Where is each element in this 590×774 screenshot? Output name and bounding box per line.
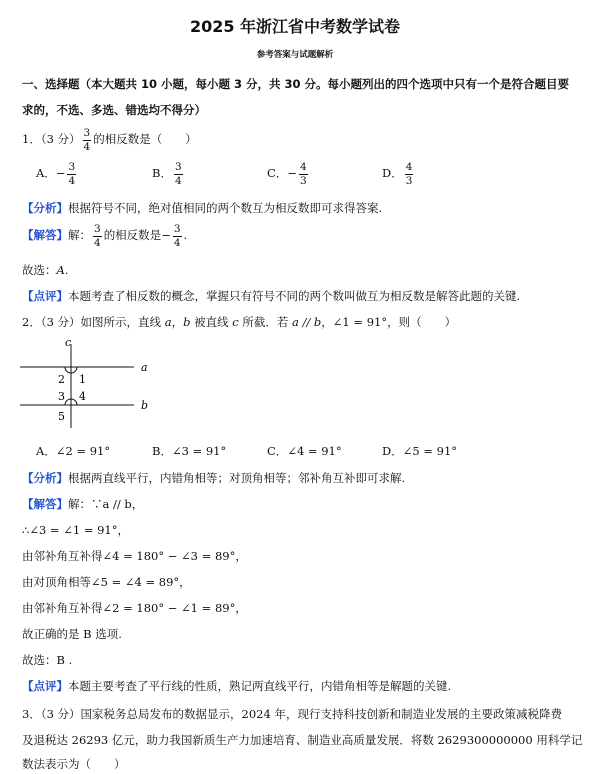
q1-option-b[interactable]: B． $\frac{3}{4}$ — [152, 161, 182, 187]
question-number: 1．（3 分） — [22, 132, 81, 146]
question-3-stem-cont: 及退税达 26293 亿元，助力我国新质生产力加速培育、制造业高质量发展．将数 2629300000000 用科学记 — [22, 733, 583, 747]
label-c: c — [65, 336, 72, 349]
page-subtitle: 参考答案与试题解析 — [256, 50, 334, 60]
section-heading-cont: 求的，不选、多选、错选均不得分） — [22, 103, 206, 117]
analysis-tag: 【分析】 — [22, 471, 68, 485]
q2-option-a[interactable]: A．∠2 = 91° — [36, 444, 111, 458]
page-title: 2025 年浙江省中考数学试卷 — [189, 17, 401, 36]
q2-step: 由邻补角互补得∠4 = 180° − ∠3 = 89°， — [22, 549, 247, 563]
angle-label-1: 1 — [79, 373, 86, 386]
fraction: $\frac{3}{4}$ — [83, 127, 91, 153]
parallel-lines-figure — [20, 336, 160, 428]
angle-label-4: 4 — [79, 390, 86, 403]
q2-comment: 【点评】本题主要考查了平行线的性质，熟记两直线平行，内错角相等是解题的关键. — [22, 679, 452, 693]
comment-tag: 【点评】 — [22, 679, 68, 693]
angle-label-3: 3 — [58, 390, 65, 403]
section-heading: 一、选择题（本大题共 10 小题，每小题 3 分，共 30 分。每小题列出的四个选项中只有一个是符合题目要 — [22, 77, 570, 91]
q1-option-a[interactable]: A．− $\frac{3}{4}$ — [36, 161, 76, 187]
q2-solution: 【解答】解：∵a // b， — [22, 497, 144, 511]
q2-analysis: 【分析】根据两直线平行，内错角相等；对顶角相等；邻补角互补即可求解. — [22, 471, 406, 485]
q1-analysis: 【分析】根据符号不同，绝对值相同的两个数互为相反数即可求得答案. — [22, 201, 383, 215]
q1-solution: 【解答】解： $\frac{3}{4}$ 的相反数是− $\frac{3}{4}$ . — [22, 223, 188, 249]
label-a: a — [141, 361, 148, 374]
q2-option-d[interactable]: D．∠5 = 91° — [382, 444, 458, 458]
q2-step: 由邻补角互补得∠2 = 180° − ∠1 = 89°， — [22, 601, 247, 615]
q2-step: 故正确的是 B 选项. — [22, 627, 122, 641]
angle-label-5: 5 — [58, 410, 65, 423]
q1-option-d[interactable]: D． $\frac{4}{3}$ — [382, 161, 413, 187]
q1-comment: 【点评】本题考查了相反数的概念，掌握只有符号不同的两个数叫做互为相反数是解答此题的关键. — [22, 289, 521, 303]
q1-option-c[interactable]: C．− $\frac{4}{3}$ — [267, 161, 307, 187]
question-2-stem: 2．（3 分）如图所示，直线 a，b 被直线 c 所截．若 a // b，∠1 = 91°，则（ ） — [22, 315, 457, 329]
question-3-stem-end: 数法表示为（ ） — [22, 757, 126, 771]
q1-choice: 故选：A. — [22, 263, 69, 277]
angle-label-2: 2 — [58, 373, 65, 386]
analysis-tag: 【分析】 — [22, 201, 68, 215]
question-3-stem: 3．（3 分）国家税务总局发布的数据显示，2024 年，现行支持科技创新和制造业发展的主要政策减税降费 — [22, 707, 562, 721]
comment-tag: 【点评】 — [22, 289, 68, 303]
solution-tag: 【解答】 — [22, 228, 68, 242]
label-b: b — [141, 399, 149, 412]
q2-choice: 故选：B . — [22, 653, 73, 667]
q2-step: ∴∠3 = ∠1 = 91°， — [22, 523, 129, 537]
solution-tag: 【解答】 — [22, 497, 68, 511]
q2-option-c[interactable]: C．∠4 = 91° — [267, 444, 342, 458]
q2-option-b[interactable]: B．∠3 = 91° — [152, 444, 227, 458]
question-text: 的相反数是（ ） — [93, 132, 197, 146]
question-1-stem — [22, 128, 197, 152]
q2-step: 由对顶角相等∠5 = ∠4 = 89°， — [22, 575, 191, 589]
